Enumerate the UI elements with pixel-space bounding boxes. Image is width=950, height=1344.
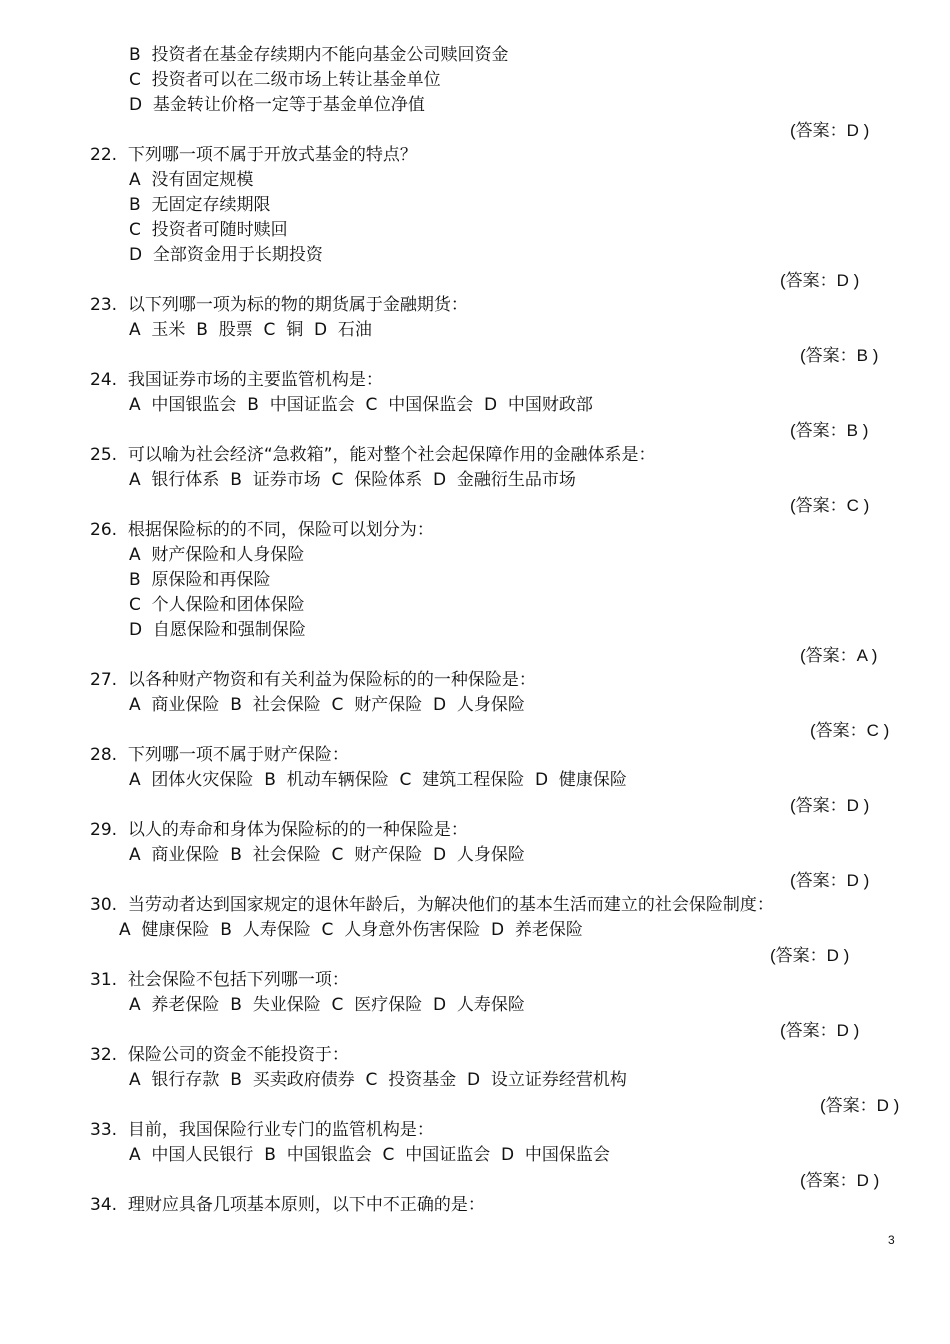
text-line: B 投资者在基金存续期内不能向基金公司赎回资金 [129, 45, 509, 65]
text-line: B 无固定存续期限 [129, 195, 271, 215]
text-line: A 中国银监会 B 中国证监会 C 中国保监会 D 中国财政部 [129, 395, 593, 415]
text-line: A 养老保险 B 失业保险 C 医疗保险 D 人寿保险 [129, 995, 525, 1015]
answer-line: (答案：D ) [780, 1021, 860, 1040]
text-line: 29. 以人的寿命和身体为保险标的的一种保险是： [90, 820, 468, 840]
text-line: 24. 我国证券市场的主要监管机构是： [90, 370, 383, 390]
answer-line: (答案：D ) [770, 946, 850, 965]
text-line: A 健康保险 B 人寿保险 C 人身意外伤害保险 D 养老保险 [119, 920, 583, 940]
text-line: A 团体火灾保险 B 机动车辆保险 C 建筑工程保险 D 健康保险 [129, 770, 627, 790]
text-line: 33. 目前，我国保险行业专门的监管机构是： [90, 1120, 434, 1140]
answer-line: (答案：D ) [790, 121, 870, 140]
text-line: 34. 理财应具备几项基本原则，以下中不正确的是： [90, 1195, 485, 1215]
text-line: D 自愿保险和强制保险 [129, 620, 306, 640]
text-line: A 商业保险 B 社会保险 C 财产保险 D 人身保险 [129, 695, 525, 715]
text-line: A 玉米 B 股票 C 铜 D 石油 [129, 320, 372, 340]
text-line: A 商业保险 B 社会保险 C 财产保险 D 人身保险 [129, 845, 525, 865]
text-line: 32. 保险公司的资金不能投资于： [90, 1045, 349, 1065]
text-line: 27. 以各种财产物资和有关利益为保险标的的一种保险是： [90, 670, 536, 690]
text-line: C 投资者可以在二级市场上转让基金单位 [129, 70, 441, 90]
text-line: 25. 可以喻为社会经济“急救箱”，能对整个社会起保障作用的金融体系是： [90, 445, 656, 465]
text-line: D 基金转让价格一定等于基金单位净值 [129, 95, 425, 115]
answer-line: (答案：D ) [820, 1096, 900, 1115]
text-line: C 个人保险和团体保险 [129, 595, 305, 615]
answer-line: (答案：D ) [800, 1171, 880, 1190]
answer-line: (答案：D ) [790, 796, 870, 815]
answer-line: (答案：D ) [790, 871, 870, 890]
text-line: A 银行存款 B 买卖政府债券 C 投资基金 D 设立证券经营机构 [129, 1070, 627, 1090]
text-line: C 投资者可随时赎回 [129, 220, 288, 240]
answer-line: (答案：C ) [790, 496, 870, 515]
text-line: 28. 下列哪一项不属于财产保险： [90, 745, 349, 765]
answer-line: (答案：B ) [790, 421, 869, 440]
answer-line: (答案：C ) [810, 721, 890, 740]
answer-line: (答案：A ) [800, 646, 878, 665]
text-line: 23. 以下列哪一项为标的物的期货属于金融期货： [90, 295, 468, 315]
text-line: 31. 社会保险不包括下列哪一项： [90, 970, 349, 990]
text-line: A 财产保险和人身保险 [129, 545, 305, 565]
text-line: 26. 根据保险标的的不同，保险可以划分为： [90, 520, 434, 540]
text-line: 22. 下列哪一项不属于开放式基金的特点？ [90, 145, 417, 165]
text-line: A 银行体系 B 证券市场 C 保险体系 D 金融衍生品市场 [129, 470, 576, 490]
text-line: D 全部资金用于长期投资 [129, 245, 323, 265]
text-line: A 没有固定规模 [129, 170, 254, 190]
text-line: B 原保险和再保险 [129, 570, 271, 590]
answer-line: (答案：B ) [800, 346, 879, 365]
answer-line: (答案：D ) [780, 271, 860, 290]
page-number: 3 [888, 1233, 895, 1247]
text-line: 30. 当劳动者达到国家规定的退休年龄后，为解决他们的基本生活而建立的社会保险制度： [90, 895, 774, 915]
text-line: A 中国人民银行 B 中国银监会 C 中国证监会 D 中国保监会 [129, 1145, 610, 1165]
